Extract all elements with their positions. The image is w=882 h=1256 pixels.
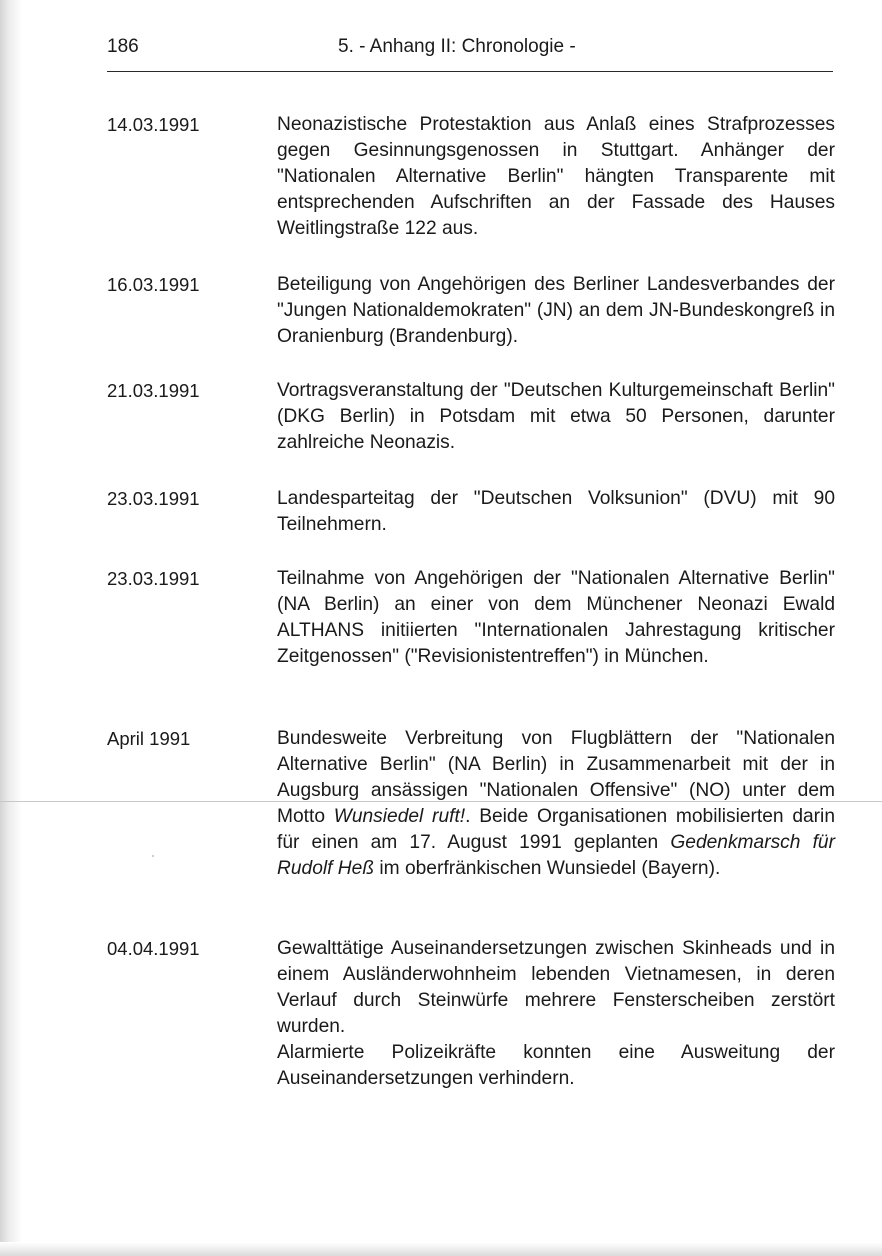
entry-text-part: . Beide Organisationen mobilisierten darin für einen am 17. August 1991 geplanten [277, 806, 835, 853]
scan-artifact-speck [152, 855, 154, 857]
entry-text [277, 378, 835, 456]
entry-date: 23.03.1991 [107, 568, 200, 589]
entry-paragraph: Neonazistische Protestaktion aus Anlaß eines Strafprozesses gegen Gesinnungsgenossen in Stuttgart. Anhänger der "Nationalen Alternative Berlin" hängten Transparente mit entsprechenden Aufschriften an der Fassade des Hauses Weitlingstraße 122 aus. [277, 114, 835, 239]
entry-paragraph [277, 726, 835, 882]
entry-date: 16.03.1991 [107, 274, 200, 295]
entry-text [277, 486, 835, 538]
header-rule [107, 71, 833, 72]
entry-paragraph: Teilnahme von Angehörigen der "Nationalen Alternative Berlin" (NA Berlin) an einer von dem Münchener Neonazi Ewald ALTHANS initiierten "Internationalen Jahrestagung kritischer Zeitgenossen" ("Revisionistentreffen") in München. [277, 568, 835, 667]
entry-text [277, 936, 835, 1092]
entry-paragraph: Vortragsveranstaltung der "Deutschen Kulturgemeinschaft Berlin" (DKG Berlin) in Potsdam mit etwa 50 Personen, darunter zahlreiche Neonazis. [277, 380, 835, 453]
scan-shadow-bottom [0, 1242, 882, 1256]
march-italic: Gedenkmarsch für Rudolf Heß [277, 832, 835, 879]
entry-paragraph: Gewalttätige Auseinandersetzungen zwischen Skinheads und in einem Ausländerwohnheim lebenden Vietnamesen, in deren Verlauf durch Steinwürfe mehrere Fensterscheiben zerstört wurden. [277, 938, 835, 1037]
page-number: 186 [107, 36, 139, 57]
entry-paragraph: Landesparteitag der "Deutschen Volksunion" (DVU) mit 90 Teilnehmern. [277, 488, 835, 535]
page-header [107, 32, 833, 62]
entry-date: April 1991 [107, 728, 191, 749]
entry-text [277, 566, 835, 670]
entry-date: 04.04.1991 [107, 938, 200, 959]
scan-shadow-left [0, 0, 22, 1256]
entry-paragraph: Beteiligung von Angehörigen des Berliner Landesverbandes der "Jungen Nationaldemokraten" (JN) an dem JN-Bundeskongreß in Oranienburg (Brandenburg). [277, 274, 835, 347]
entry-date: 21.03.1991 [107, 380, 200, 401]
entry-text-part: im oberfränkischen Wunsiedel (Bayern). [374, 858, 721, 879]
entry-text-part: Bundesweite Verbreitung von Flugblättern der "Nationalen Alternative Berlin" (NA Berlin) in Zusammenarbeit mit der in Augsburg ansässigen "Nationalen Offensive" (NO) unter dem Motto [277, 728, 835, 827]
entry-text [277, 112, 835, 242]
entry-text [277, 726, 835, 882]
running-title: 5. - Anhang II: Chronologie - [338, 36, 576, 57]
scan-artifact-line [0, 801, 882, 802]
entry-text [277, 272, 835, 350]
entry-date: 23.03.1991 [107, 488, 200, 509]
entry-paragraph: Alarmierte Polizeikräfte konnten eine Ausweitung der Auseinandersetzungen verhindern. [277, 1042, 835, 1089]
motto-italic: Wunsiedel ruft! [333, 806, 466, 827]
entry-date: 14.03.1991 [107, 114, 200, 135]
